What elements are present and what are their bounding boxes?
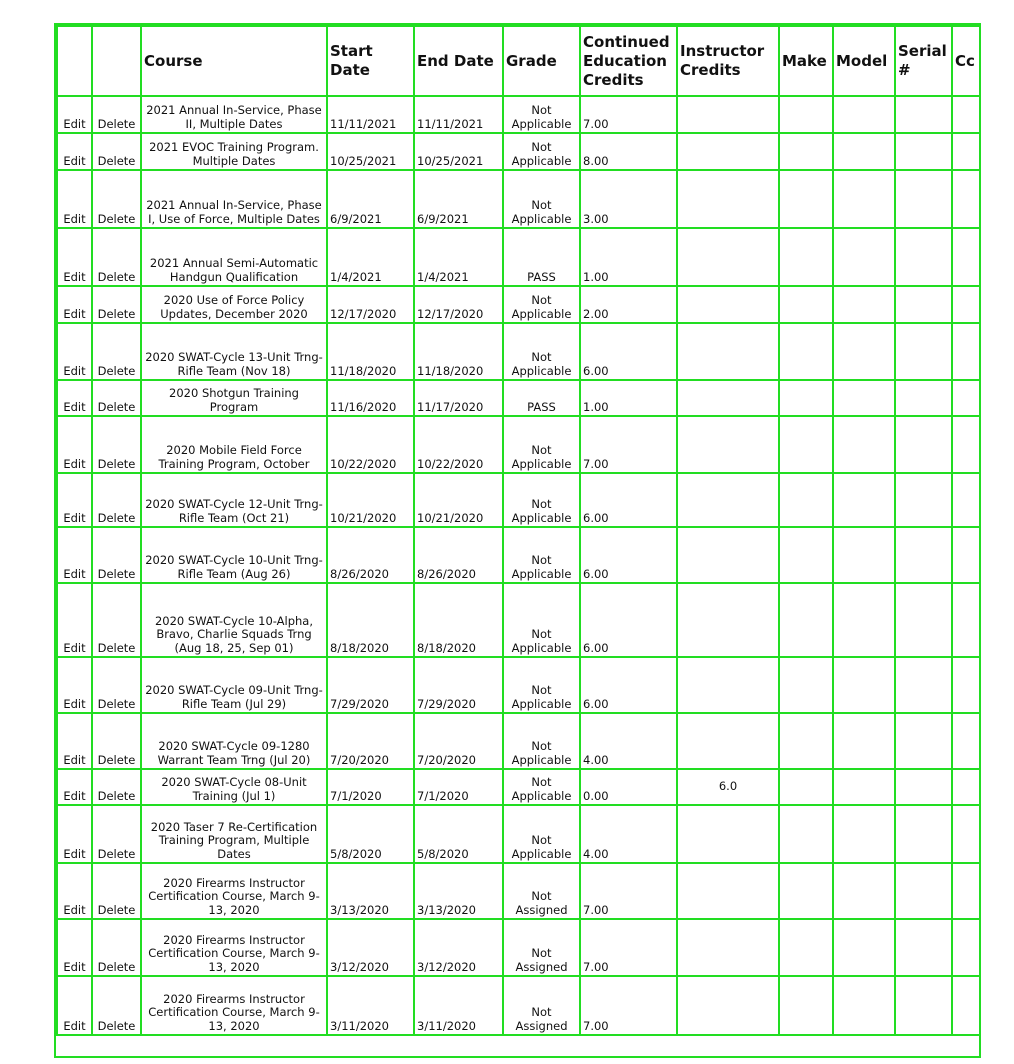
header-row: [57, 26, 981, 96]
serial: [895, 133, 952, 170]
ce-credits: 2.00: [580, 286, 677, 323]
header-serial[interactable]: Serial #: [895, 26, 952, 96]
start-date: 10/22/2020: [327, 416, 414, 473]
serial: [895, 769, 952, 805]
course-name: 2020 SWAT-Cycle 08-Unit Training (Jul 1): [141, 769, 327, 805]
model: [833, 527, 895, 583]
delete-link[interactable]: Delete: [92, 976, 141, 1035]
model: [833, 228, 895, 286]
grade: Not Applicable: [503, 805, 580, 863]
start-date: 1/4/2021: [327, 228, 414, 286]
start-date: 7/29/2020: [327, 657, 414, 713]
grade: Not Applicable: [503, 583, 580, 657]
start-date: 10/21/2020: [327, 473, 414, 527]
edit-link[interactable]: Edit: [57, 96, 92, 133]
model: [833, 380, 895, 416]
course-name: 2021 Annual In-Service, Phase I, Use of Force, Multiple Dates: [141, 170, 327, 228]
ce-credits: 4.00: [580, 713, 677, 769]
make: [779, 96, 833, 133]
model: [833, 657, 895, 713]
instructor-credits: [677, 170, 779, 228]
delete-link[interactable]: Delete: [92, 527, 141, 583]
edit-link[interactable]: Edit: [57, 473, 92, 527]
table-row: [57, 380, 981, 416]
serial: [895, 473, 952, 527]
end-date: 3/13/2020: [414, 863, 503, 919]
delete-link[interactable]: Delete: [92, 170, 141, 228]
cc: [952, 323, 981, 380]
start-date: 3/11/2020: [327, 976, 414, 1035]
edit-link[interactable]: Edit: [57, 416, 92, 473]
end-date: 7/1/2020: [414, 769, 503, 805]
end-date: 1/4/2021: [414, 228, 503, 286]
cc: [952, 380, 981, 416]
course-name: 2020 Use of Force Policy Updates, December 2020: [141, 286, 327, 323]
delete-link[interactable]: Delete: [92, 863, 141, 919]
header-cc[interactable]: Cc: [952, 26, 981, 96]
end-date: 11/17/2020: [414, 380, 503, 416]
model: [833, 133, 895, 170]
cc: [952, 976, 981, 1035]
delete-link[interactable]: Delete: [92, 380, 141, 416]
ce-credits: 4.00: [580, 805, 677, 863]
edit-link[interactable]: Edit: [57, 919, 92, 976]
table-row: [57, 133, 981, 170]
end-date: 5/8/2020: [414, 805, 503, 863]
header-action-delete: [92, 26, 141, 96]
edit-link[interactable]: Edit: [57, 863, 92, 919]
model: [833, 416, 895, 473]
edit-link[interactable]: Edit: [57, 805, 92, 863]
make: [779, 286, 833, 323]
model: [833, 286, 895, 323]
course-name: 2020 Mobile Field Force Training Program, October: [141, 416, 327, 473]
ce-credits: 1.00: [580, 228, 677, 286]
ce-credits: 6.00: [580, 657, 677, 713]
cc: [952, 170, 981, 228]
edit-link[interactable]: Edit: [57, 228, 92, 286]
make: [779, 133, 833, 170]
serial: [895, 380, 952, 416]
delete-link[interactable]: Delete: [92, 657, 141, 713]
ce-credits: 7.00: [580, 976, 677, 1035]
table-row: [57, 863, 981, 919]
delete-link[interactable]: Delete: [92, 583, 141, 657]
end-date: 10/21/2020: [414, 473, 503, 527]
training-records-table: [56, 25, 981, 1036]
edit-link[interactable]: Edit: [57, 769, 92, 805]
serial: [895, 170, 952, 228]
make: [779, 583, 833, 657]
make: [779, 657, 833, 713]
serial: [895, 323, 952, 380]
delete-link[interactable]: Delete: [92, 713, 141, 769]
make: [779, 863, 833, 919]
table-row: [57, 976, 981, 1035]
end-date: 12/17/2020: [414, 286, 503, 323]
table-row: [57, 416, 981, 473]
instructor-credits: [677, 863, 779, 919]
serial: [895, 976, 952, 1035]
serial: [895, 228, 952, 286]
model: [833, 170, 895, 228]
ce-credits: 7.00: [580, 416, 677, 473]
delete-link[interactable]: Delete: [92, 416, 141, 473]
instructor-credits: [677, 380, 779, 416]
serial: [895, 527, 952, 583]
end-date: 10/22/2020: [414, 416, 503, 473]
end-date: 6/9/2021: [414, 170, 503, 228]
header-instructor-credits[interactable]: Instructor Credits: [677, 26, 779, 96]
cc: [952, 527, 981, 583]
make: [779, 323, 833, 380]
grade: Not Applicable: [503, 96, 580, 133]
start-date: 5/8/2020: [327, 805, 414, 863]
model: [833, 976, 895, 1035]
start-date: 10/25/2021: [327, 133, 414, 170]
grade: Not Assigned: [503, 863, 580, 919]
edit-link[interactable]: Edit: [57, 133, 92, 170]
delete-link[interactable]: Delete: [92, 96, 141, 133]
cc: [952, 228, 981, 286]
ce-credits: 6.00: [580, 527, 677, 583]
make: [779, 228, 833, 286]
end-date: 3/11/2020: [414, 976, 503, 1035]
records-body: [57, 96, 981, 1035]
course-name: 2020 SWAT-Cycle 09-Unit Trng-Rifle Team (Jul 29): [141, 657, 327, 713]
serial: [895, 863, 952, 919]
grade: Not Applicable: [503, 323, 580, 380]
course-name: 2021 Annual Semi-Automatic Handgun Qualification: [141, 228, 327, 286]
ce-credits: 1.00: [580, 380, 677, 416]
cc: [952, 96, 981, 133]
ce-credits: 6.00: [580, 323, 677, 380]
course-name: 2020 Taser 7 Re-Certification Training Program, Multiple Dates: [141, 805, 327, 863]
cc: [952, 919, 981, 976]
grade: Not Applicable: [503, 657, 580, 713]
edit-link[interactable]: Edit: [57, 976, 92, 1035]
grade: PASS: [503, 380, 580, 416]
header-grade[interactable]: Grade: [503, 26, 580, 96]
delete-link[interactable]: Delete: [92, 323, 141, 380]
course-name: 2020 Firearms Instructor Certification Course, March 9-13, 2020: [141, 919, 327, 976]
instructor-credits: [677, 96, 779, 133]
start-date: 11/11/2021: [327, 96, 414, 133]
edit-link[interactable]: Edit: [57, 286, 92, 323]
delete-link[interactable]: Delete: [92, 473, 141, 527]
ce-credits: 3.00: [580, 170, 677, 228]
course-name: 2020 SWAT-Cycle 09-1280 Warrant Team Trng (Jul 20): [141, 713, 327, 769]
ce-credits: 7.00: [580, 919, 677, 976]
grade: Not Assigned: [503, 976, 580, 1035]
grade: Not Applicable: [503, 170, 580, 228]
serial: [895, 657, 952, 713]
edit-link[interactable]: Edit: [57, 657, 92, 713]
start-date: 8/18/2020: [327, 583, 414, 657]
delete-link[interactable]: Delete: [92, 133, 141, 170]
instructor-credits: [677, 473, 779, 527]
table-row: [57, 228, 981, 286]
header-course[interactable]: Course: [141, 26, 327, 96]
grade: Not Applicable: [503, 473, 580, 527]
model: [833, 323, 895, 380]
end-date: 3/12/2020: [414, 919, 503, 976]
course-name: 2020 SWAT-Cycle 10-Unit Trng-Rifle Team (Aug 26): [141, 527, 327, 583]
model: [833, 805, 895, 863]
model: [833, 473, 895, 527]
course-name: 2020 SWAT-Cycle 10-Alpha, Bravo, Charlie Squads Trng (Aug 18, 25, Sep 01): [141, 583, 327, 657]
table-row: [57, 805, 981, 863]
serial: [895, 96, 952, 133]
course-name: 2020 Shotgun Training Program: [141, 380, 327, 416]
start-date: 12/17/2020: [327, 286, 414, 323]
delete-link[interactable]: Delete: [92, 919, 141, 976]
serial: [895, 583, 952, 657]
table-row: [57, 286, 981, 323]
cc: [952, 657, 981, 713]
ce-credits: 7.00: [580, 863, 677, 919]
start-date: 3/13/2020: [327, 863, 414, 919]
ce-credits: 6.00: [580, 583, 677, 657]
model: [833, 96, 895, 133]
grade: Not Applicable: [503, 416, 580, 473]
instructor-credits: [677, 527, 779, 583]
start-date: 3/12/2020: [327, 919, 414, 976]
ce-credits: 6.00: [580, 473, 677, 527]
instructor-credits: [677, 133, 779, 170]
make: [779, 416, 833, 473]
ce-credits: 8.00: [580, 133, 677, 170]
table-row: [57, 473, 981, 527]
start-date: 8/26/2020: [327, 527, 414, 583]
edit-link[interactable]: Edit: [57, 527, 92, 583]
end-date: 7/29/2020: [414, 657, 503, 713]
grade: Not Applicable: [503, 286, 580, 323]
grade: Not Applicable: [503, 133, 580, 170]
instructor-credits: 6.0: [677, 769, 779, 805]
course-name: 2021 Annual In-Service, Phase II, Multiple Dates: [141, 96, 327, 133]
serial: [895, 713, 952, 769]
edit-link[interactable]: Edit: [57, 170, 92, 228]
header-continued-education-credits[interactable]: Continued Education Credits: [580, 26, 677, 96]
cc: [952, 473, 981, 527]
table-row: [57, 170, 981, 228]
table-row: [57, 713, 981, 769]
end-date: 10/25/2021: [414, 133, 503, 170]
start-date: 6/9/2021: [327, 170, 414, 228]
serial: [895, 919, 952, 976]
table-row: [57, 583, 981, 657]
instructor-credits: [677, 228, 779, 286]
model: [833, 583, 895, 657]
course-name: 2020 Firearms Instructor Certification Course, March 9-13, 2020: [141, 976, 327, 1035]
make: [779, 170, 833, 228]
make: [779, 976, 833, 1035]
model: [833, 713, 895, 769]
edit-link[interactable]: Edit: [57, 583, 92, 657]
cc: [952, 286, 981, 323]
table-row: [57, 919, 981, 976]
cc: [952, 863, 981, 919]
delete-link[interactable]: Delete: [92, 286, 141, 323]
edit-link[interactable]: Edit: [57, 380, 92, 416]
make: [779, 769, 833, 805]
serial: [895, 286, 952, 323]
serial: [895, 805, 952, 863]
instructor-credits: [677, 323, 779, 380]
cc: [952, 583, 981, 657]
header-end-date[interactable]: End Date: [414, 26, 503, 96]
header-make[interactable]: Make: [779, 26, 833, 96]
serial: [895, 416, 952, 473]
table-row: [57, 323, 981, 380]
grade: Not Applicable: [503, 527, 580, 583]
instructor-credits: [677, 976, 779, 1035]
cc: [952, 416, 981, 473]
ce-credits: 7.00: [580, 96, 677, 133]
make: [779, 805, 833, 863]
table-row: [57, 657, 981, 713]
grade: Not Applicable: [503, 713, 580, 769]
cc: [952, 805, 981, 863]
table-row: [57, 96, 981, 133]
course-name: 2021 EVOC Training Program. Multiple Dates: [141, 133, 327, 170]
model: [833, 863, 895, 919]
start-date: 7/1/2020: [327, 769, 414, 805]
make: [779, 919, 833, 976]
end-date: 11/11/2021: [414, 96, 503, 133]
delete-link[interactable]: Delete: [92, 228, 141, 286]
cc: [952, 133, 981, 170]
edit-link[interactable]: Edit: [57, 323, 92, 380]
course-name: 2020 SWAT-Cycle 12-Unit Trng-Rifle Team (Oct 21): [141, 473, 327, 527]
start-date: 11/18/2020: [327, 323, 414, 380]
end-date: 8/26/2020: [414, 527, 503, 583]
table-row: [57, 527, 981, 583]
instructor-credits: [677, 583, 779, 657]
edit-link[interactable]: Edit: [57, 713, 92, 769]
cc: [952, 713, 981, 769]
instructor-credits: [677, 416, 779, 473]
make: [779, 473, 833, 527]
grade: Not Assigned: [503, 919, 580, 976]
instructor-credits: [677, 286, 779, 323]
end-date: 11/18/2020: [414, 323, 503, 380]
header-model[interactable]: Model: [833, 26, 895, 96]
training-records-panel: [54, 23, 981, 1058]
delete-link[interactable]: Delete: [92, 769, 141, 805]
course-name: 2020 SWAT-Cycle 13-Unit Trng-Rifle Team (Nov 18): [141, 323, 327, 380]
instructor-credits: [677, 713, 779, 769]
instructor-credits: [677, 805, 779, 863]
start-date: 11/16/2020: [327, 380, 414, 416]
make: [779, 527, 833, 583]
make: [779, 713, 833, 769]
instructor-credits: [677, 657, 779, 713]
start-date: 7/20/2020: [327, 713, 414, 769]
grade: Not Applicable: [503, 769, 580, 805]
end-date: 8/18/2020: [414, 583, 503, 657]
model: [833, 769, 895, 805]
ce-credits: 0.00: [580, 769, 677, 805]
course-name: 2020 Firearms Instructor Certification Course, March 9-13, 2020: [141, 863, 327, 919]
make: [779, 380, 833, 416]
delete-link[interactable]: Delete: [92, 805, 141, 863]
instructor-credits: [677, 919, 779, 976]
table-row: [57, 769, 981, 805]
grade: PASS: [503, 228, 580, 286]
end-date: 7/20/2020: [414, 713, 503, 769]
header-start-date[interactable]: Start Date: [327, 26, 414, 96]
header-action-edit: [57, 26, 92, 96]
cc: [952, 769, 981, 805]
model: [833, 919, 895, 976]
